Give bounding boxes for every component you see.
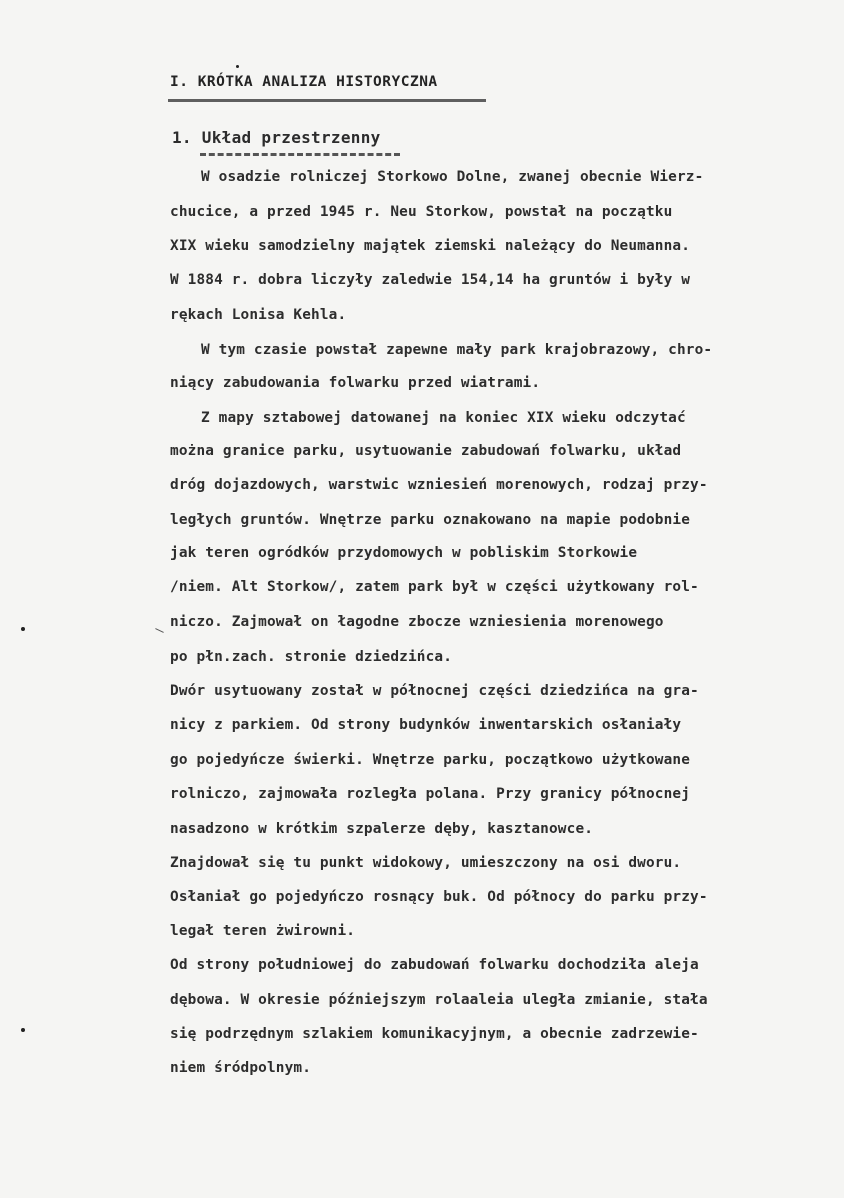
text-line: Osłaniał go pojedyńczo rosnący buk. Od północy do parku przy- [170, 889, 708, 905]
text-line: W 1884 r. dobra liczyły zaledwie 154,14 ha gruntów i były w [170, 272, 691, 288]
pencil-mark [155, 628, 164, 633]
text-line: się podrzędnym szlakiem komunikacyjnym, a obecnie zadrzewie- [170, 1026, 699, 1042]
text-line: rękach Lonisa Kehla. [170, 307, 347, 323]
text-line: /niem. Alt Storkow/, zatem park był w części użytkowany rol- [170, 579, 699, 595]
text-line: legał teren żwirowni. [170, 923, 356, 939]
text-line: nasadzono w krótkim szpalerze dęby, kasztanowce. [170, 821, 594, 837]
text-line: go pojedyńcze świerki. Wnętrze parku, początkowo użytkowane [170, 752, 691, 768]
text-line: jak teren ogródków przydomowych w pobliskim Storkowie [170, 545, 638, 561]
text-line: ległych gruntów. Wnętrze parku oznakowano na mapie podobnie [170, 512, 691, 528]
punch-mark [21, 627, 25, 631]
text-line: po płn.zach. stronie dziedzińca. [170, 649, 453, 665]
text-line: rolniczo, zajmowała rozległa polana. Przy granicy północnej [170, 786, 691, 802]
subsection-heading: 1. Układ przestrzenny [172, 128, 381, 147]
text-line: niem śródpolnym. [170, 1060, 312, 1076]
text-line: W osadzie rolniczej Storkowo Dolne, zwanej obecnie Wierz- [201, 169, 704, 185]
ink-mark [236, 65, 239, 68]
section-heading: I. KRÓTKA ANALIZA HISTORYCZNA [170, 74, 438, 90]
heading-underline [168, 99, 486, 102]
text-line: niący zabudowania folwarku przed wiatrami. [170, 375, 541, 391]
text-line: W tym czasie powstał zapewne mały park krajobrazowy, chro- [201, 342, 713, 358]
text-line: Znajdował się tu punkt widokowy, umieszczony na osi dworu. [170, 855, 682, 871]
text-line: Dwór usytuowany został w północnej części dziedzińca na gra- [170, 683, 699, 699]
text-line: dębowa. W okresie późniejszym rolaaleia uległa zmianie, stała [170, 992, 708, 1008]
punch-mark [21, 1028, 25, 1032]
subheading-underline [200, 153, 400, 156]
text-line: Od strony południowej do zabudowań folwarku dochodziła aleja [170, 957, 699, 973]
text-line: niczo. Zajmował on łagodne zbocze wzniesienia morenowego [170, 614, 664, 630]
text-line: chucice, a przed 1945 r. Neu Storkow, powstał na początku [170, 204, 673, 220]
text-line: nicy z parkiem. Od strony budynków inwentarskich osłaniały [170, 717, 682, 733]
text-line: XIX wieku samodzielny majątek ziemski należący do Neumanna. [170, 238, 691, 254]
text-line: można granice parku, usytuowanie zabudowań folwarku, układ [170, 443, 682, 459]
text-line: Z mapy sztabowej datowanej na koniec XIX wieku odczytać [201, 410, 686, 426]
text-line: dróg dojazdowych, warstwic wzniesień morenowych, rodzaj przy- [170, 477, 708, 493]
